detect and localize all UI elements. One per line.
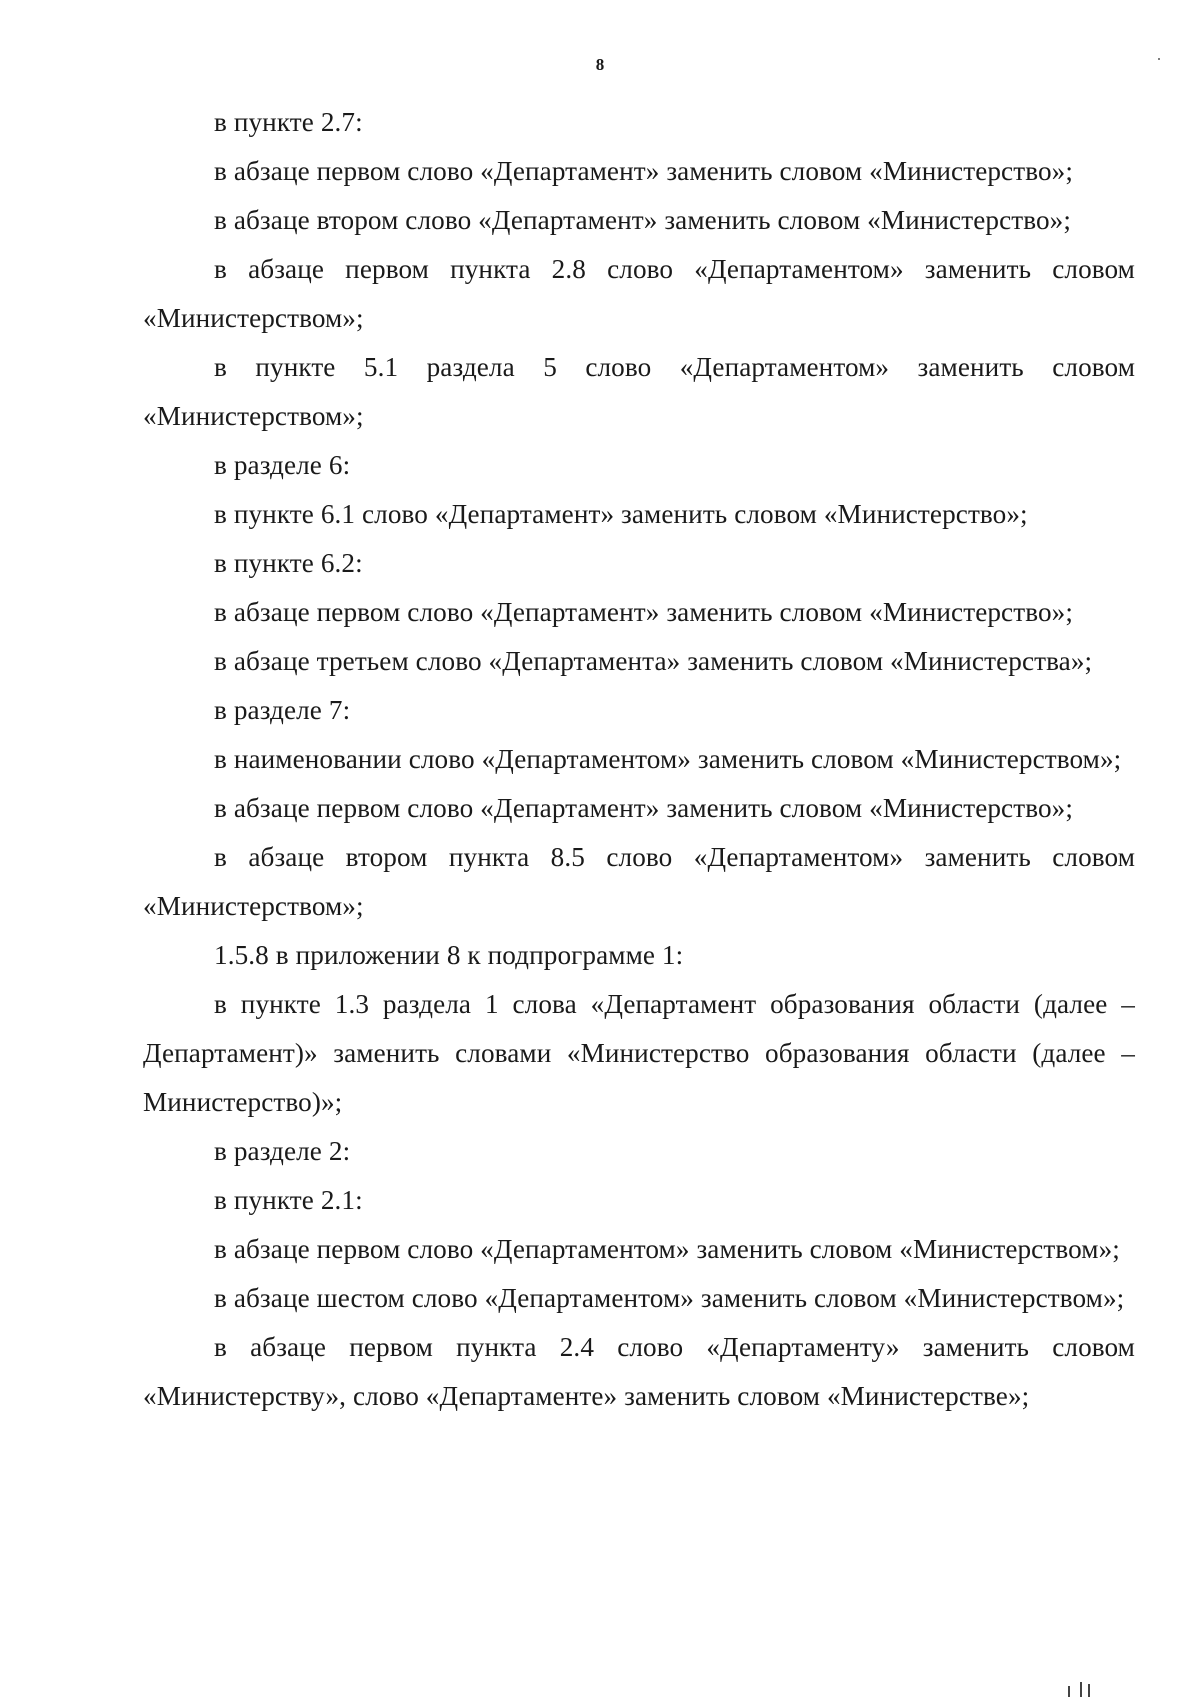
paragraph: в абзаце третьем слово «Департамента» заменить словом «Министерства»; — [214, 646, 1093, 676]
paragraph: в абзаце первом пункта 2.4 слово «Департаменту» заменить словом «Министерству», слово «Департаменте» заменить словом «Министерстве»; — [143, 1332, 1135, 1411]
paragraph: в абзаце первом слово «Департамент» заменить словом «Министерство»; — [214, 793, 1074, 823]
paragraph: в наименовании слово «Департаментом» заменить словом «Министерством»; — [214, 744, 1122, 774]
paragraph: в абзаце первом слово «Департаментом» заменить словом «Министерством»; — [214, 1234, 1120, 1264]
paragraph: в пункте 1.3 раздела 1 слова «Департамент образования области (далее – Департамент)» заменить словами «Министерство образования области (далее – Министерство)»; — [143, 989, 1135, 1117]
document-body — [143, 98, 1135, 1421]
paragraph: в разделе 7: — [214, 695, 351, 725]
paragraph: в разделе 6: — [214, 450, 351, 480]
scan-edge-mark — [1088, 1684, 1090, 1697]
paragraph: в абзаце втором пункта 8.5 слово «Департаментом» заменить словом «Министерством»; — [143, 842, 1135, 921]
paragraph: в абзаце шестом слово «Департаментом» заменить словом «Министерством»; — [214, 1283, 1125, 1313]
paragraph: в разделе 2: — [214, 1136, 351, 1166]
paragraph: в пункте 2.7: — [214, 107, 363, 137]
page-number: 8 — [595, 55, 605, 74]
paragraph: 1.5.8 в приложении 8 к подпрограмме 1: — [214, 940, 684, 970]
scan-edge-mark — [1080, 1682, 1082, 1697]
scan-edge-mark — [1068, 1686, 1070, 1697]
paragraph: в пункте 5.1 раздела 5 слово «Департаментом» заменить словом «Министерством»; — [143, 352, 1135, 431]
paragraph: в абзаце первом пункта 2.8 слово «Департаментом» заменить словом «Министерством»; — [143, 254, 1135, 333]
paragraph: в абзаце втором слово «Департамент» заменить словом «Министерство»; — [214, 205, 1072, 235]
scan-speck — [1158, 58, 1160, 60]
paragraph: в абзаце первом слово «Департамент» заменить словом «Министерство»; — [214, 156, 1074, 186]
paragraph: в пункте 2.1: — [214, 1185, 363, 1215]
paragraph: в абзаце первом слово «Департамент» заменить словом «Министерство»; — [214, 597, 1074, 627]
paragraph: в пункте 6.2: — [214, 548, 363, 578]
paragraph: в пункте 6.1 слово «Департамент» заменить словом «Министерство»; — [214, 499, 1028, 529]
